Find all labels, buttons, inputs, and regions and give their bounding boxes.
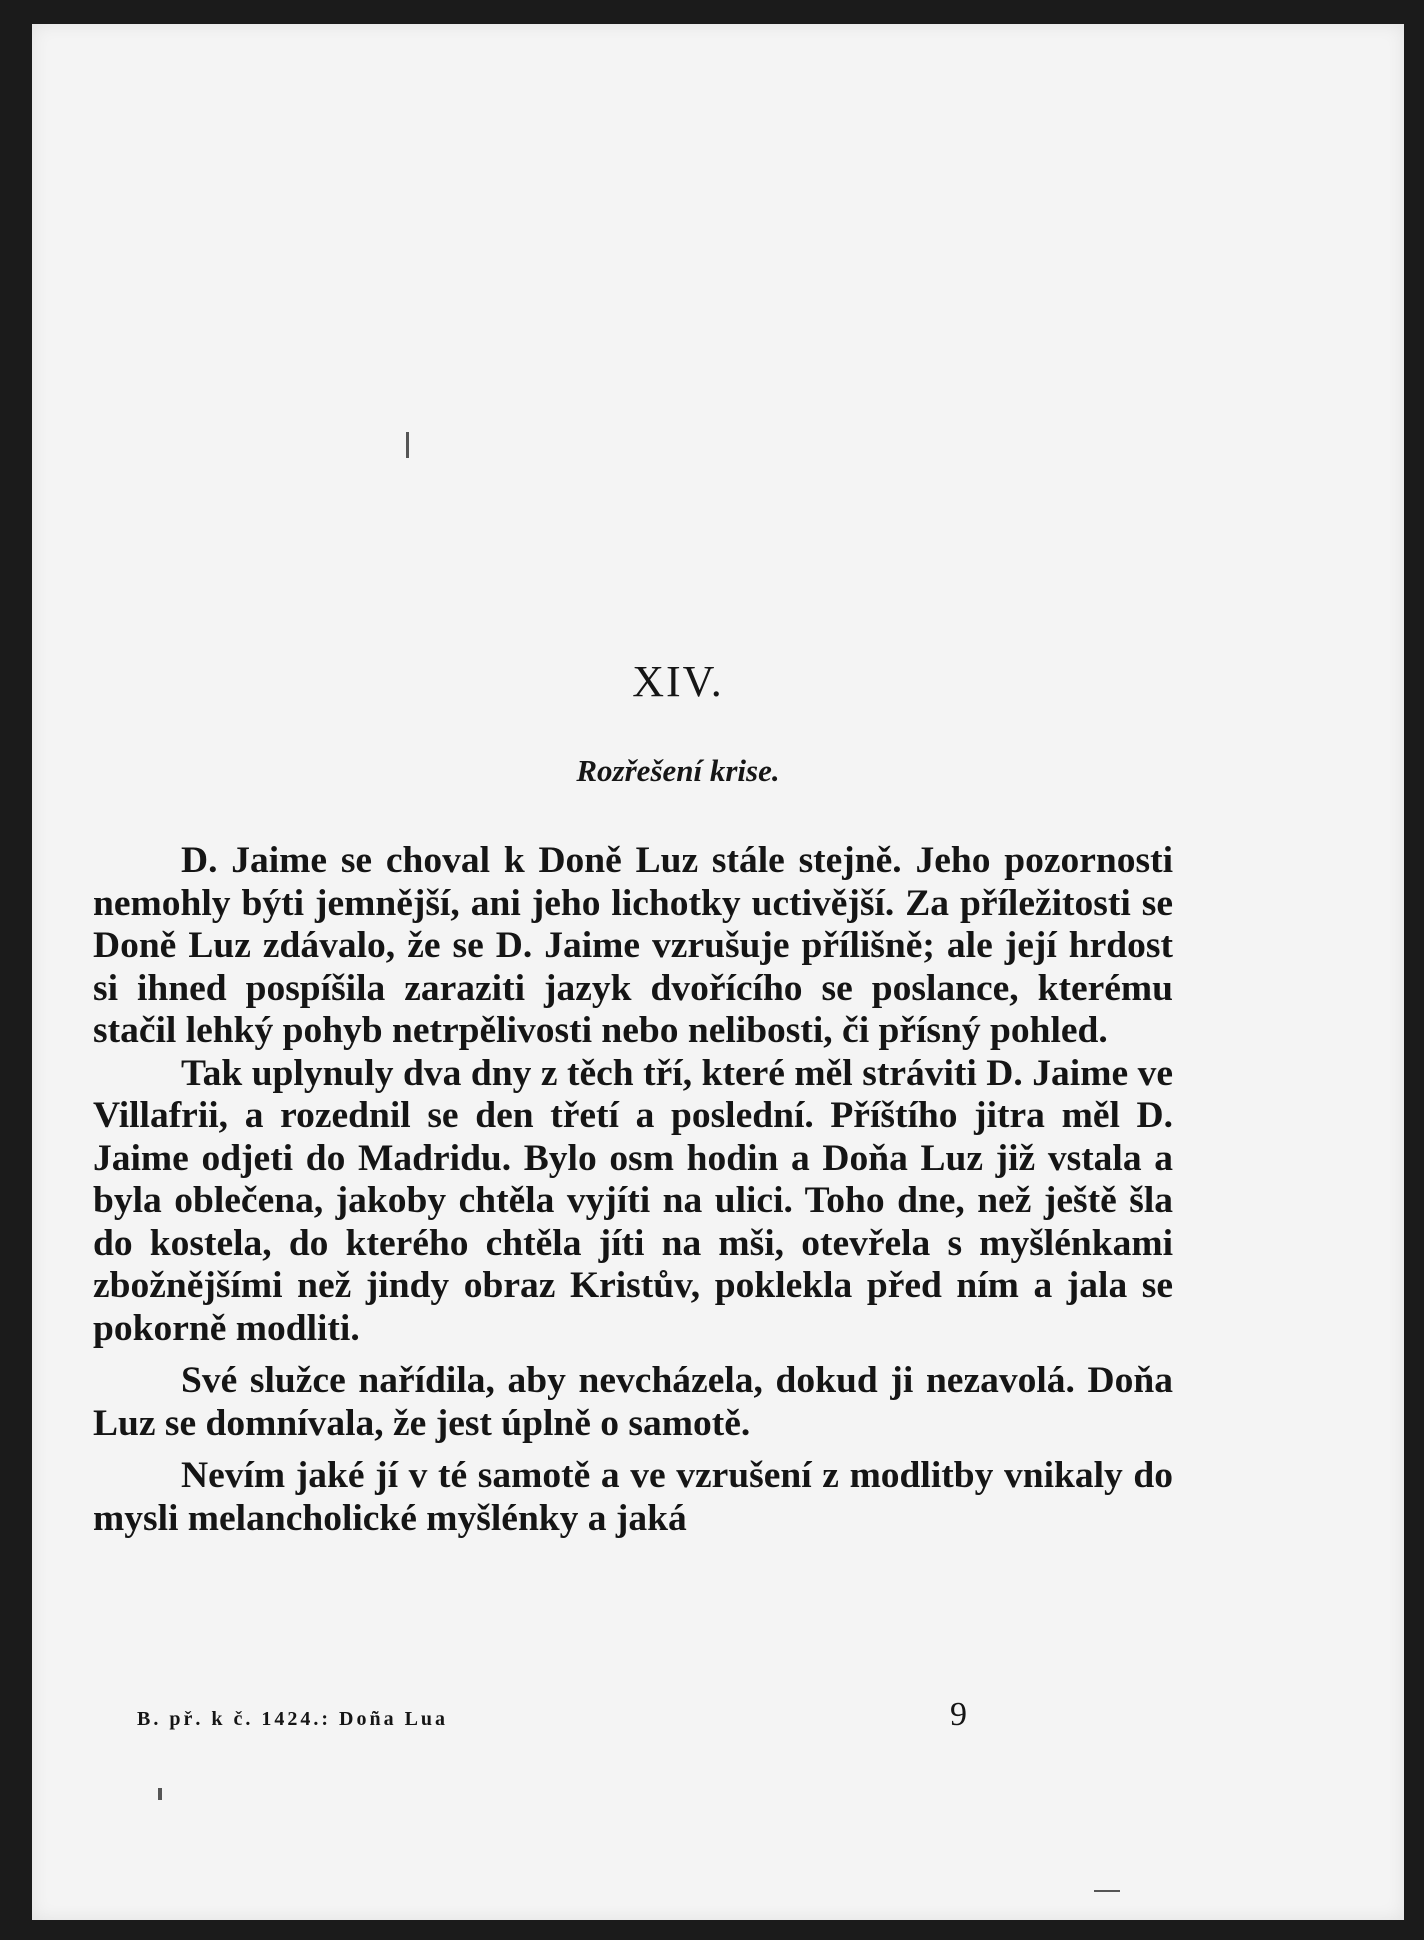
scan-speck [1094,1890,1120,1892]
chapter-number: XIV. [632,657,724,706]
paragraph: Tak uplynuly dva dny z těch tří, které měl stráviti D. Jaime ve Villafrii, a rozednil se den třetí a poslední. Příštího jitra měl D. Jaime odjeti do Madridu. Bylo osm hodin a Doňa Luz již vstala a byla oblečena, jakoby chtěla vyjíti na ulici. Toho dne, než ještě šla do kostela, do kterého chtěla jíti na mši, otevřela s myšlénkami zbožnějšími než jindy obraz Kristův, poklekla před ním a jala se pokorně modliti. [93,1052,1173,1349]
scan-speck [406,432,409,458]
paragraph: D. Jaime se choval k Doně Luz stále stejně. Jeho pozornosti nemohly býti jemnější, ani jeho lichotky uctivější. Za příležitosti se Doně Luz zdávalo, že se D. Jaime vzrušuje přílišně; ale její hrdost si ihned pospíšila zaraziti jazyk dvořícího se poslance, kterému stačil lehký pohyb netrpělivosti nebo nelibosti, či přísný pohled. [93,840,1173,1051]
body-text [93,840,1173,1540]
chapter-title: Rozřešení krise. [576,753,780,788]
printer-signature: B. př. k č. 1424.: Doña Lua [137,1708,449,1730]
book-page [32,24,1404,1920]
scan-speck [158,1788,162,1800]
paragraph: Své služce nařídila, aby nevcházela, dokud ji nezavolá. Doňa Luz se domnívala, že jest úplně o samotě. [93,1360,1173,1444]
page-number: 9 [950,1696,967,1733]
paragraph: Nevím jaké jí v té samotě a ve vzrušení z modlitby vnikaly do mysli melancholické myšlénky a jaká [93,1455,1173,1539]
